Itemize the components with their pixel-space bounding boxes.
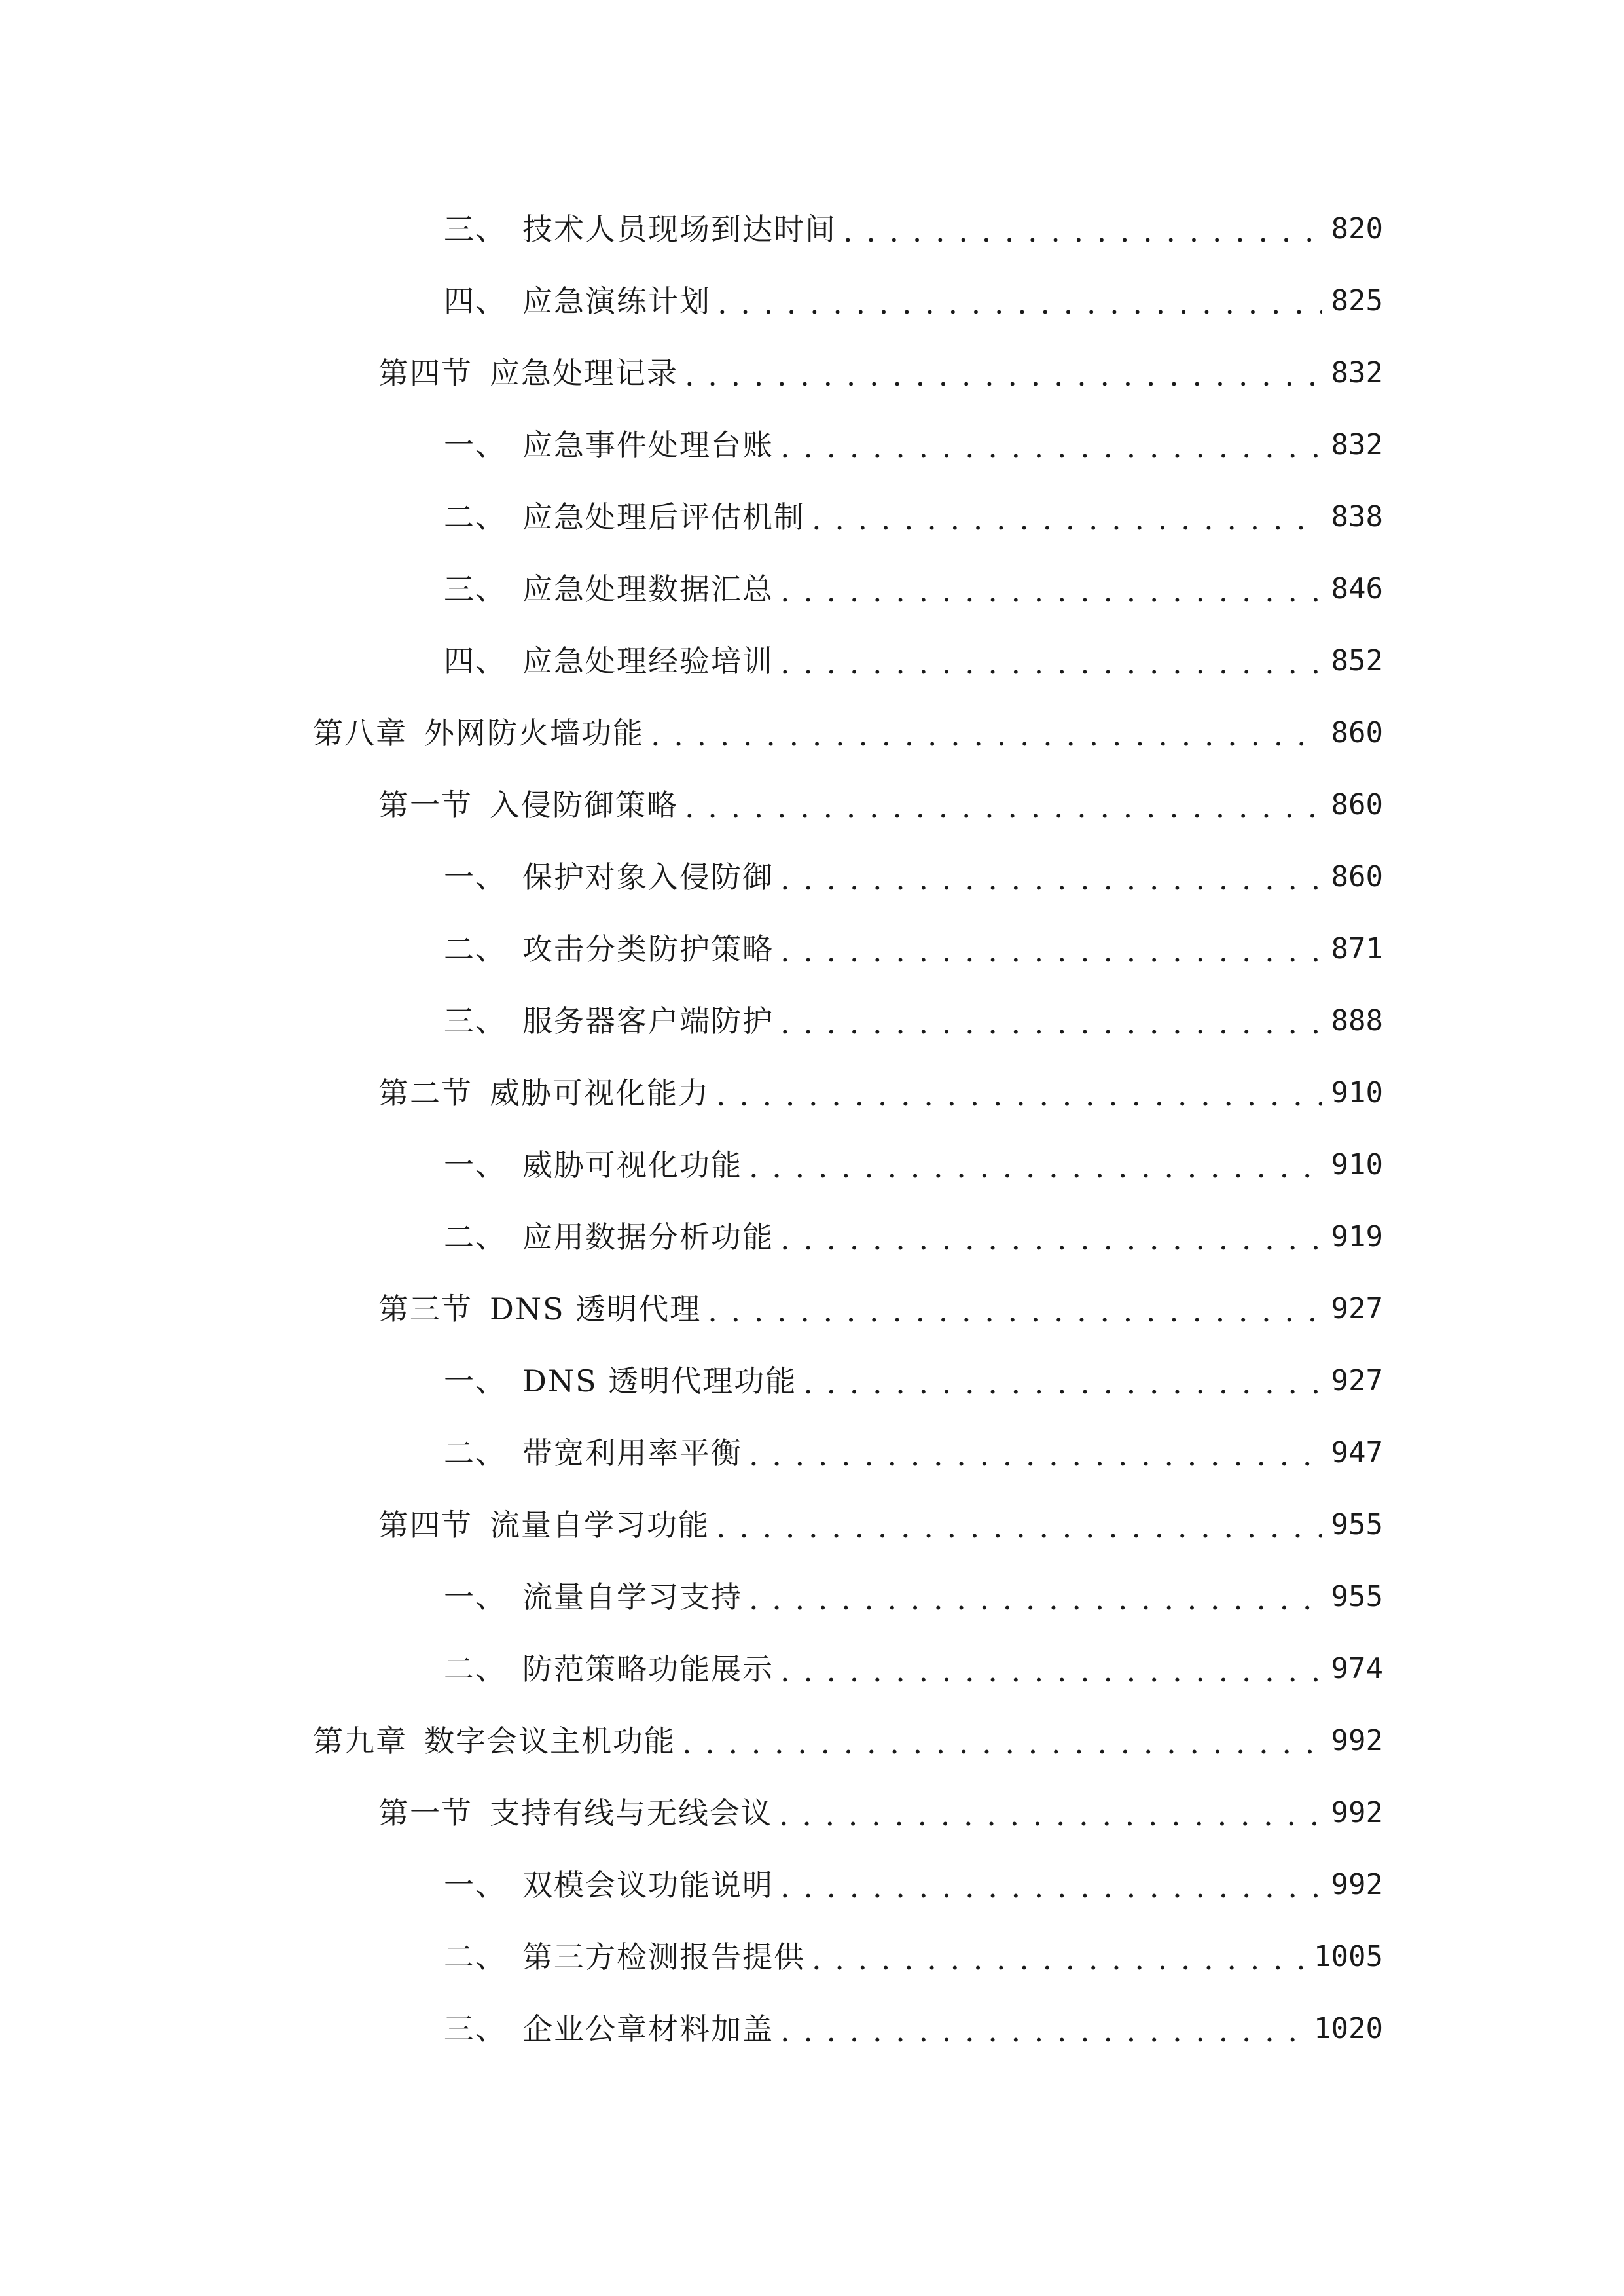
toc-entry-page: 992: [1331, 1868, 1383, 1901]
toc-entry[interactable]: [378, 1499, 1383, 1551]
toc-entry-page: 955: [1331, 1580, 1383, 1613]
toc-dot-leader: [749, 1427, 1322, 1479]
toc-entry-title: 攻击分类防护策略: [522, 931, 774, 967]
toc-entry[interactable]: [444, 635, 1383, 687]
toc-entry-marker: 二、: [444, 499, 507, 535]
toc-dot-leader: [780, 995, 1322, 1047]
toc-entry-marker: 二、: [444, 1435, 507, 1471]
toc-dot-leader: [685, 779, 1322, 831]
toc-dot-leader: [651, 707, 1322, 759]
toc-entry-title: 数字会议主机功能: [424, 1723, 676, 1759]
toc-entry-page: 832: [1331, 356, 1383, 389]
toc-entry[interactable]: [444, 1571, 1383, 1623]
toc-entry-title: 应急事件处理台账: [522, 427, 774, 463]
toc-entry-page: 919: [1331, 1220, 1383, 1253]
toc-dot-leader: [685, 347, 1322, 399]
toc-entry-chapter[interactable]: [313, 1715, 1383, 1767]
toc-dot-leader: [717, 275, 1322, 327]
toc-entry-marker: 三、: [444, 1003, 507, 1039]
toc-dot-leader: [812, 1931, 1305, 1983]
toc-entry-marker: 三、: [444, 571, 507, 607]
toc-entry-title: 服务器客户端防护: [522, 1003, 774, 1039]
toc-entry-title: 应急处理经验培训: [522, 643, 774, 679]
toc-entry[interactable]: [444, 1139, 1383, 1191]
toc-entry-title: 双模会议功能说明: [522, 1867, 774, 1903]
toc-entry-marker: 第四节: [378, 1507, 473, 1543]
toc-entry-marker: 第四节: [378, 355, 473, 391]
toc-entry[interactable]: [444, 275, 1383, 327]
toc-entry[interactable]: [444, 1211, 1383, 1263]
toc-entry-marker: 二、: [444, 1219, 507, 1255]
toc-entry-page: 974: [1331, 1652, 1383, 1685]
toc-entry-chapter[interactable]: [313, 707, 1383, 759]
toc-entry[interactable]: [444, 1859, 1383, 1911]
toc-dot-leader: [812, 491, 1322, 543]
toc-dot-leader: [843, 203, 1322, 255]
toc-entry-page: 1005: [1314, 1940, 1383, 1973]
toc-entry-marker: 二、: [444, 1939, 507, 1975]
toc-entry-title: 应急处理后评估机制: [522, 499, 805, 535]
toc-dot-leader: [779, 1787, 1322, 1839]
toc-dot-leader: [780, 2003, 1305, 2055]
toc-dot-leader: [780, 923, 1322, 975]
toc-entry[interactable]: [444, 1355, 1383, 1407]
toc-entry-title: 流量自学习功能: [490, 1507, 710, 1543]
toc-entry-marker: 二、: [444, 931, 507, 967]
toc-dot-leader: [803, 1355, 1322, 1407]
toc-dot-leader: [682, 1715, 1322, 1767]
toc-entry[interactable]: [444, 1643, 1383, 1695]
toc-dot-leader: [780, 563, 1322, 615]
toc-entry-page: 927: [1331, 1292, 1383, 1325]
toc-entry-marker: 第一节: [378, 787, 473, 823]
toc-entry-page: 860: [1331, 716, 1383, 749]
toc-entry-title: 第三方检测报告提供: [522, 1939, 805, 1975]
toc-entry[interactable]: [444, 1427, 1383, 1479]
toc-dot-leader: [780, 419, 1322, 471]
toc-entry-marker: 三、: [444, 2011, 507, 2047]
toc-entry-title: 外网防火墙功能: [424, 715, 644, 751]
toc-entry[interactable]: [378, 1787, 1383, 1839]
toc-entry-title: 支持有线与无线会议: [490, 1795, 772, 1831]
toc-entry[interactable]: [444, 563, 1383, 615]
toc-entry[interactable]: [444, 2003, 1383, 2055]
toc-entry-page: 860: [1331, 860, 1383, 893]
toc-entry-page: 860: [1331, 788, 1383, 821]
toc-entry-marker: 第九章: [313, 1723, 407, 1759]
toc-entry-marker: 一、: [444, 427, 507, 463]
toc-entry-marker: 一、: [444, 1867, 507, 1903]
toc-entry-marker: 第二节: [378, 1075, 473, 1111]
toc-dot-leader: [780, 1643, 1322, 1695]
toc-dot-leader: [716, 1499, 1322, 1551]
toc-entry-title: DNS 透明代理: [490, 1291, 702, 1327]
toc-entry-marker: 一、: [444, 1147, 507, 1183]
toc-entry-page: 871: [1331, 932, 1383, 965]
toc-entry-page: 820: [1331, 212, 1383, 245]
toc-entry[interactable]: [444, 491, 1383, 543]
toc-entry-marker: 一、: [444, 859, 507, 895]
toc-entry[interactable]: [378, 779, 1383, 831]
toc-entry-marker: 三、: [444, 211, 507, 247]
toc-entry-title: 应急演练计划: [522, 283, 711, 319]
toc-entry-page: 838: [1331, 500, 1383, 533]
toc-entry-page: 910: [1331, 1148, 1383, 1181]
toc-entry[interactable]: [444, 1931, 1383, 1983]
toc-entry-title: 应用数据分析功能: [522, 1219, 774, 1255]
toc-entry-marker: 一、: [444, 1363, 507, 1399]
toc-dot-leader: [716, 1067, 1322, 1119]
toc-entry[interactable]: [378, 1067, 1383, 1119]
toc-entry-marker: 第三节: [378, 1291, 473, 1327]
toc-entry[interactable]: [444, 923, 1383, 975]
toc-entry-page: 992: [1331, 1724, 1383, 1757]
toc-entry-marker: 一、: [444, 1579, 507, 1615]
toc-entry[interactable]: [444, 203, 1383, 255]
toc-entry-title: 技术人员现场到达时间: [522, 211, 837, 247]
toc-entry-page: 846: [1331, 572, 1383, 605]
toc-entry-title: 带宽利用率平衡: [522, 1435, 742, 1471]
toc-entry-marker: 第八章: [313, 715, 407, 751]
toc-entry-title: 企业公章材料加盖: [522, 2011, 774, 2047]
toc-entry-title: 保护对象入侵防御: [522, 859, 774, 895]
toc-entry-page: 992: [1331, 1796, 1383, 1829]
toc-entry-marker: 第一节: [378, 1795, 473, 1831]
toc-entry[interactable]: [444, 995, 1383, 1047]
toc-dot-leader: [780, 1211, 1322, 1263]
toc-entry-title: 应急处理记录: [490, 355, 678, 391]
toc-entry-marker: 二、: [444, 1651, 507, 1687]
toc-entry-marker: 四、: [444, 643, 507, 679]
toc-dot-leader: [708, 1283, 1322, 1335]
toc-entry-title: 威胁可视化功能: [522, 1147, 742, 1183]
toc-entry[interactable]: [378, 347, 1383, 399]
toc-entry-title: 防范策略功能展示: [522, 1651, 774, 1687]
toc-entry[interactable]: [378, 1283, 1383, 1335]
toc-entry-page: 910: [1331, 1076, 1383, 1109]
toc-entry-page: 927: [1331, 1364, 1383, 1397]
toc-entry-page: 947: [1331, 1436, 1383, 1469]
toc-entry-title: 应急处理数据汇总: [522, 571, 774, 607]
toc-entry-page: 955: [1331, 1508, 1383, 1541]
toc-dot-leader: [780, 1859, 1322, 1911]
toc-entry-marker: 四、: [444, 283, 507, 319]
toc-entry-page: 888: [1331, 1004, 1383, 1037]
toc-entry-page: 1020: [1314, 2012, 1383, 2045]
toc-entry-page: 852: [1331, 644, 1383, 677]
toc-entry[interactable]: [444, 419, 1383, 471]
toc-entry-title: DNS 透明代理功能: [522, 1363, 797, 1399]
toc-entry-title: 入侵防御策略: [490, 787, 678, 823]
toc-dot-leader: [749, 1139, 1322, 1191]
toc-entry-page: 832: [1331, 428, 1383, 461]
toc-entry-title: 威胁可视化能力: [490, 1075, 710, 1111]
toc-entry[interactable]: [444, 851, 1383, 903]
toc-dot-leader: [780, 635, 1322, 687]
toc-dot-leader: [780, 851, 1322, 903]
toc-dot-leader: [749, 1571, 1322, 1623]
toc-entry-title: 流量自学习支持: [522, 1579, 742, 1615]
toc-entry-page: 825: [1331, 284, 1383, 317]
